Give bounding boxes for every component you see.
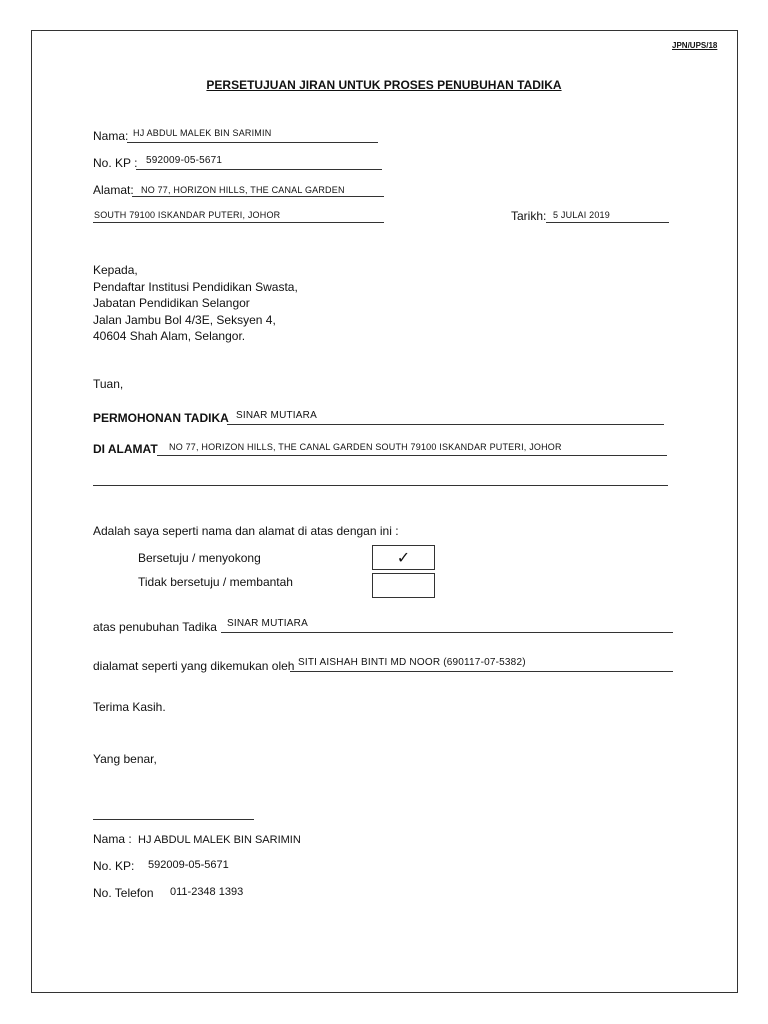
nama-underline xyxy=(127,142,378,143)
recipient-line: Pendaftar Institusi Pendidikan Swasta, xyxy=(93,279,298,294)
reference-code: JPN/UPS/18 xyxy=(672,41,718,50)
oleh-value[interactable]: SITI AISHAH BINTI MD NOOR (690117-07-5382) xyxy=(298,657,526,668)
sig-telefon-value: 011-2348 1393 xyxy=(170,886,244,898)
nama-label: Nama: xyxy=(93,129,129,143)
di-alamat-label: DI ALAMAT xyxy=(93,442,158,456)
alamat-underline-2 xyxy=(93,222,384,223)
permohonan-label: PERMOHONAN TADIKA xyxy=(93,411,229,425)
disagree-label: Tidak bersetuju / membantah xyxy=(138,575,293,589)
sig-kp-label: No. KP: xyxy=(93,859,135,873)
salutation: Tuan, xyxy=(93,377,124,391)
check-icon: ✓ xyxy=(396,548,411,567)
alamat-line-2[interactable]: SOUTH 79100 ISKANDAR PUTERI, JOHOR xyxy=(94,210,281,220)
recipient-line: Jalan Jambu Bol 4/3E, Seksyen 4, xyxy=(93,312,276,327)
agree-label: Bersetuju / menyokong xyxy=(138,551,261,565)
consent-intro: Adalah saya seperti nama dan alamat di atas dengan ini : xyxy=(93,524,399,538)
recipient-address xyxy=(93,262,298,345)
permohonan-value[interactable]: SINAR MUTIARA xyxy=(236,410,317,421)
tarikh-value[interactable]: 5 JULAI 2019 xyxy=(553,210,610,220)
tadika-value[interactable]: SINAR MUTIARA xyxy=(227,618,308,629)
tarikh-underline xyxy=(546,222,669,223)
form-title: PERSETUJUAN JIRAN UNTUK PROSES PENUBUHAN TADIKA xyxy=(206,78,562,92)
disagree-checkbox[interactable] xyxy=(372,573,435,598)
recipient-line: Kepada, xyxy=(93,263,138,277)
agree-checkbox[interactable] xyxy=(372,545,435,570)
sig-nama-value: HJ ABDUL MALEK BIN SARIMIN xyxy=(138,834,301,846)
recipient-line: Jabatan Pendidikan Selangor xyxy=(93,296,250,310)
oleh-underline xyxy=(290,671,673,672)
kp-label: No. KP : xyxy=(93,156,138,170)
tarikh-label: Tarikh: xyxy=(511,209,547,223)
alamat-underline-1 xyxy=(132,196,384,197)
oleh-label: dialamat seperti yang dikemukan oleh xyxy=(93,659,295,673)
di-alamat-underline xyxy=(157,455,667,456)
sig-nama-label: Nama : xyxy=(93,832,132,846)
sig-telefon-label: No. Telefon xyxy=(93,886,154,900)
nama-value[interactable]: HJ ABDUL MALEK BIN SARIMIN xyxy=(133,128,272,138)
thanks: Terima Kasih. xyxy=(93,700,166,714)
sig-kp-value: 592009-05-5671 xyxy=(148,859,229,871)
recipient-line: 40604 Shah Alam, Selangor. xyxy=(93,329,246,343)
tadika-label: atas penubuhan Tadika xyxy=(93,620,217,634)
sincerely: Yang benar, xyxy=(93,752,157,766)
permohonan-underline xyxy=(227,424,664,425)
extra-address-underline xyxy=(93,485,668,486)
di-alamat-value[interactable]: NO 77, HORIZON HILLS, THE CANAL GARDEN SOUTH 79100 ISKANDAR PUTERI, JOHOR xyxy=(169,442,562,452)
alamat-line-1[interactable]: NO 77, HORIZON HILLS, THE CANAL GARDEN xyxy=(141,185,345,195)
alamat-label: Alamat: xyxy=(93,183,134,197)
form-border xyxy=(31,30,738,993)
tadika-underline xyxy=(221,632,673,633)
kp-value[interactable]: 592009-05-5671 xyxy=(146,155,223,166)
kp-underline xyxy=(136,169,382,170)
signature-line[interactable] xyxy=(93,819,254,820)
